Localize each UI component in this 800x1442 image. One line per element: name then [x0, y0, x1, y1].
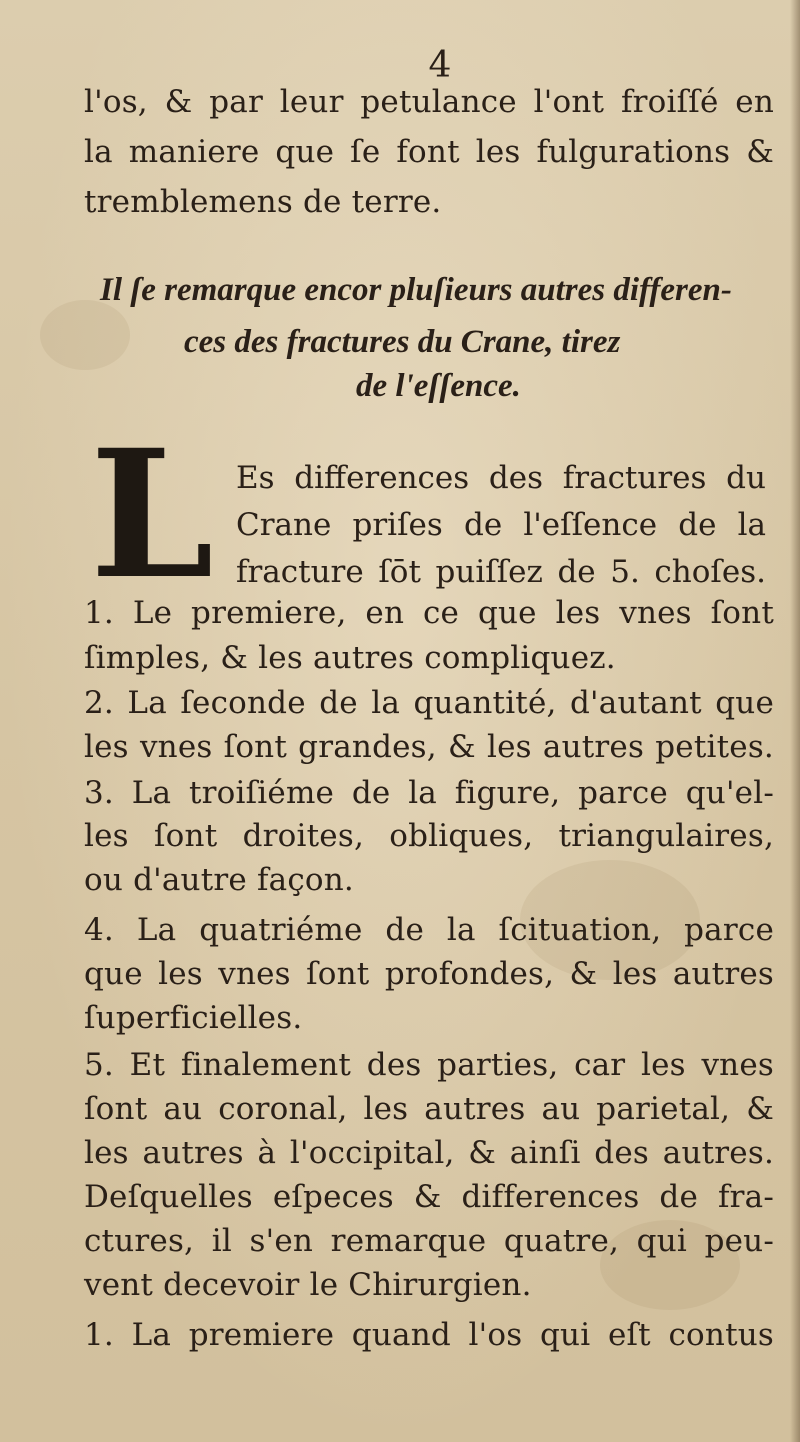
section-heading-line: ces des fractures du Crane, tirez: [184, 324, 621, 360]
body-line: ou d'autre façon.: [84, 862, 354, 898]
body-line: ctures, il s'en remarque quatre, qui peu-: [84, 1223, 774, 1259]
body-line: 5. Et finalement des parties, car les vnes: [84, 1047, 774, 1083]
body-line: vent decevoir le Chirurgien.: [84, 1267, 532, 1303]
page-edge-shadow: [790, 0, 800, 1442]
body-line: 2. La ſeconde de la quantité, d'autant que: [84, 685, 774, 721]
body-line: 1. La premiere quand l'os qui eſt contus: [84, 1317, 774, 1353]
body-line: les vnes ſont grandes, & les autres petites.: [84, 729, 774, 765]
page-number: 4: [428, 45, 452, 86]
intro-line: l'os, & par leur petulance l'ont froiſſé en: [84, 84, 774, 120]
body-line: les ſont droites, obliques, triangulaires,: [84, 818, 774, 854]
dropcap-line: fracture ſōt puiſſez de 5. choſes.: [236, 554, 766, 590]
section-heading-line: de l'eſſence.: [356, 368, 521, 404]
body-line: 1. Le premiere, en ce que les vnes ſont: [84, 595, 774, 631]
section-heading-line: Il ſe remarque encor pluſieurs autres differen-: [100, 272, 732, 308]
body-line: ſont au coronal, les autres au parietal, &: [84, 1091, 774, 1127]
body-line: les autres à l'occipital, & ainſi des autres.: [84, 1135, 774, 1171]
intro-line: tremblemens de terre.: [84, 184, 442, 220]
drop-cap: L: [90, 411, 214, 618]
dropcap-line: Crane priſes de l'eſſence de la: [236, 507, 766, 543]
body-line: que les vnes ſont profondes, & les autres: [84, 956, 774, 992]
body-line: ſimples, & les autres compliquez.: [84, 640, 616, 676]
body-line: ſuperficielles.: [84, 1000, 303, 1036]
dropcap-line: Es differences des fractures du: [236, 460, 766, 496]
body-line: Deſquelles eſpeces & differences de fra-: [84, 1179, 774, 1215]
body-line: 4. La quatriéme de la ſcituation, parce: [84, 912, 774, 948]
paper-stain: [40, 300, 130, 370]
body-line: 3. La troiſiéme de la figure, parce qu'el-: [84, 775, 774, 811]
intro-line: la maniere que ſe font les fulgurations &: [84, 134, 774, 170]
